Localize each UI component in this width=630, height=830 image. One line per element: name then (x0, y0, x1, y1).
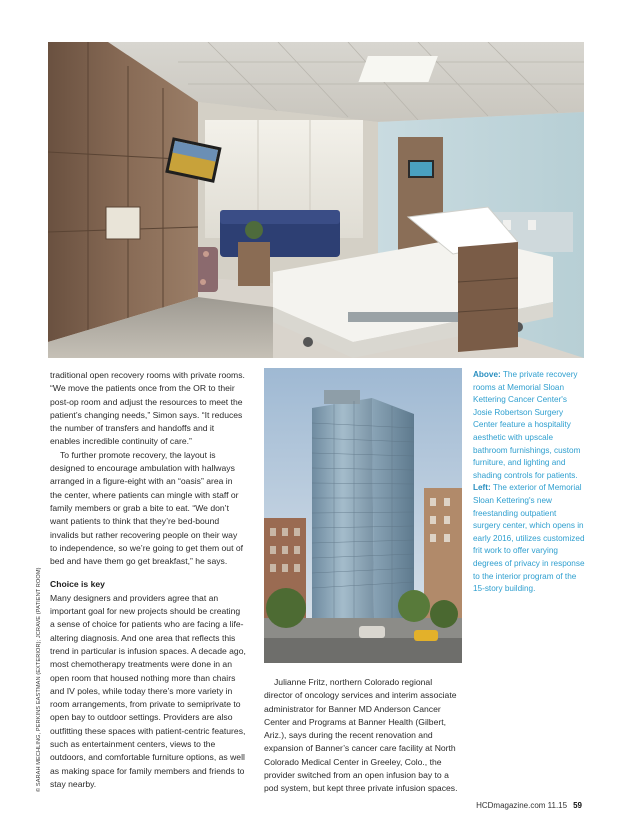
caption-left-label: Left: (473, 483, 491, 493)
photo-credit: © SARAH MECHLING, PERKINS EASTMAN (EXTERIOR); JCRAVE (PATIENT ROOM) (36, 567, 42, 792)
caption-left-text: The exterior of Memorial Sloan Kettering's new freestanding outpatient surgery center, which opens in early 2016, utilizes customized frit work to offer varying degrees of privacy in response to the interior program of the 15-story building. (473, 483, 585, 594)
recovery-room-photo (48, 42, 584, 358)
caption-above-label: Above: (473, 370, 501, 379)
photo-caption (473, 369, 585, 596)
body-paragraph: To further promote recovery, the layout is designed to encourage ambulation with hallways arranged in a figure-eight with an “oasis” area in the center, where patients can mingle with staff or family members or grab a bite to eat. “We don’t want patients to think that they’re bed-bound invalids but rather recovering people on their way to independence, so we’re going to get them out of bed and have them go get breakfast,” he says. (50, 449, 244, 567)
article-column-middle (264, 676, 460, 796)
footer-site: HCDmagazine.com 11.15 (476, 801, 568, 810)
body-paragraph: Julianne Fritz, northern Colorado regional director of oncology services and interim associate administrator for Banner MD Anderson Cancer Center and Programs at Banner Health (Gilbert, Ariz.), says during the recent renovation and expansion of Banner’s cancer care facility at North Colorado Medical Center in Greeley, Colo., the provider switched from an open infusion bay to a pod system, but kept three private infusion spaces. (264, 677, 458, 794)
page-footer (476, 801, 582, 810)
body-paragraph: Many designers and providers agree that an important goal for new projects should be creating a sense of choice for patients who are facing a life-altering diagnosis. And one area that reflects this trend in particular is infusion spaces. A decade ago, most chemotherapy treatments were done in an open room that housed nothing more than chairs and IV poles, while today there’s more variety in room arrangements, from private to semiprivate to open bay to outdoor settings. Providers are also outfitting these spaces with patient-centric features, such as entertainment centers, views to the outdoors, and comfortable furniture options, as well as making space for family members and friends to stay nearby. (50, 592, 246, 789)
page-number: 59 (573, 801, 582, 810)
caption-above-text: The private recovery rooms at Memorial Sloan Kettering Cancer Center's Josie Robertson Surgery Center feature a hospitality aesthetic with upscale bathroom furnishings, custom furniture, and lighting and shading controls for patients. (473, 370, 581, 480)
article-column-left (50, 369, 246, 791)
body-paragraph: traditional open recovery rooms with private rooms. “We move the patients once from the OR to their post-op room and adjust the resources to meet the patient’s changing needs,” Simon says. “It reduces the number of transfers and handoffs and it enables incredible continuity of care.” (50, 370, 245, 447)
building-exterior-photo (264, 368, 462, 663)
section-subhead: Choice is key (50, 579, 105, 590)
